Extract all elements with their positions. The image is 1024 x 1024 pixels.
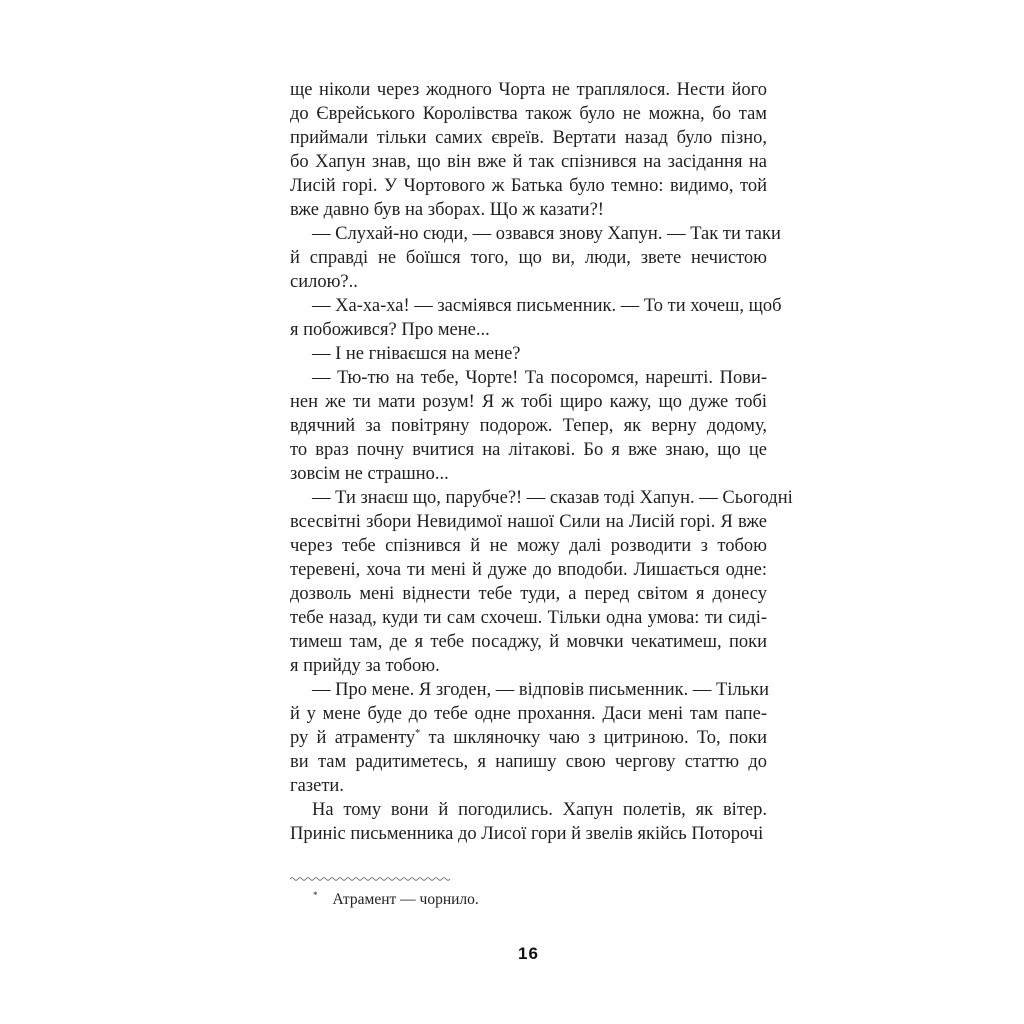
text-line: то враз почну вчитися на літакові. Бо я вже знаю, що це: [290, 440, 767, 460]
text-line: — І не гніваєшся на мене?: [312, 344, 521, 364]
text-line: тимеш там, де я тебе посаджу, й мовчки чекатимеш, поки: [290, 632, 767, 652]
body-text: [290, 78, 793, 846]
paragraph: [290, 678, 770, 798]
footnote-area: [290, 876, 767, 910]
paragraph: [290, 486, 793, 678]
text-line: ви там радитиметесь, я напишу свою чергову статтю до: [290, 752, 767, 772]
footnote: [290, 885, 767, 910]
text-line: бо Хапун знав, що він вже й так спізнився на засідання на: [290, 152, 767, 172]
footnote-separator-wavy-line: [290, 876, 450, 882]
paragraph: [290, 366, 767, 486]
paragraph: [290, 342, 767, 366]
text-line: нен же ти мати розум! Я ж тобі щиро кажу, що дуже тобі: [290, 392, 767, 412]
footnote-reference-asterisk: *: [415, 727, 421, 739]
text-line: вдячний за повітряну подорож. Тепер, як верну додому,: [290, 416, 767, 436]
text-line: — Тю-тю на тебе, Чорте! Та посоромся, нарешті. Пови-: [312, 368, 767, 388]
text-line: теревені, хоча ти мені й дуже до вподоби. Лишається одне:: [290, 560, 767, 580]
text-line: я побожився? Про мене...: [290, 320, 490, 340]
text-line: до Єврейського Королівства також було не можна, бо там: [290, 104, 767, 124]
text-line: Лисій горі. У Чортового ж Батька було темно: видимо, той: [290, 176, 767, 196]
text-line: ще ніколи через жодного Чорта не траплялося. Нести його: [290, 80, 767, 100]
paragraph: [290, 798, 767, 846]
text-line: й справді не боїшся того, що ви, люди, звете нечистою: [290, 248, 767, 268]
text-line: — Про мене. Я згоден, — відповів письменник. — Тільки: [312, 680, 770, 700]
text-line: На тому вони й погодились. Хапун полетів, як вітер.: [312, 800, 767, 820]
text-line: Приніс письменника до Лисої гори й звелів якійсь Поторочі: [290, 824, 764, 844]
text-line: тебе назад, куди ти сам схочеш. Тільки одна умова: ти сиді-: [290, 608, 767, 628]
text-line: приймали тільки самих євреїв. Вертати назад було пізно,: [290, 128, 767, 148]
text-line: дозволь мені віднести тебе туди, а перед світом я донесу: [290, 584, 767, 604]
text-line: всесвітні збори Невидимої нашої Сили на Лисій горі. Я вже: [290, 512, 767, 532]
text-line: я прийду за тобою.: [290, 656, 440, 676]
page-number: 16: [518, 944, 539, 963]
text-line: ру й атраменту* та шкляночку чаю з цитриною. То, поки: [290, 727, 767, 748]
text-line: зовсім не страшно...: [290, 464, 449, 484]
text-line: газети.: [290, 776, 344, 796]
footnote-marker: *: [313, 890, 318, 900]
paragraph: [290, 78, 767, 222]
text-line: вже давно був на зборах. Що ж казати?!: [290, 200, 604, 220]
paragraph: [290, 294, 782, 342]
text-line: силою?..: [290, 272, 358, 292]
paragraph: [290, 222, 781, 294]
text-line: — Ти знаєш що, парубче?! — сказав тоді Хапун. — Сьогодні: [312, 488, 793, 508]
text-line: через тебе спізнився й не можу далі розводити з тобою: [290, 536, 767, 556]
text-line: — Ха-ха-ха! — засміявся письменник. — То ти хочеш, щоб: [312, 296, 782, 316]
text-line: — Слухай-но сюди, — озвався знову Хапун. — Так ти таки: [312, 224, 781, 244]
footnote-text: Атрамент — чорнило.: [332, 891, 479, 909]
text-line: й у мене буде до тебе одне прохання. Даси мені там папе-: [290, 704, 767, 724]
